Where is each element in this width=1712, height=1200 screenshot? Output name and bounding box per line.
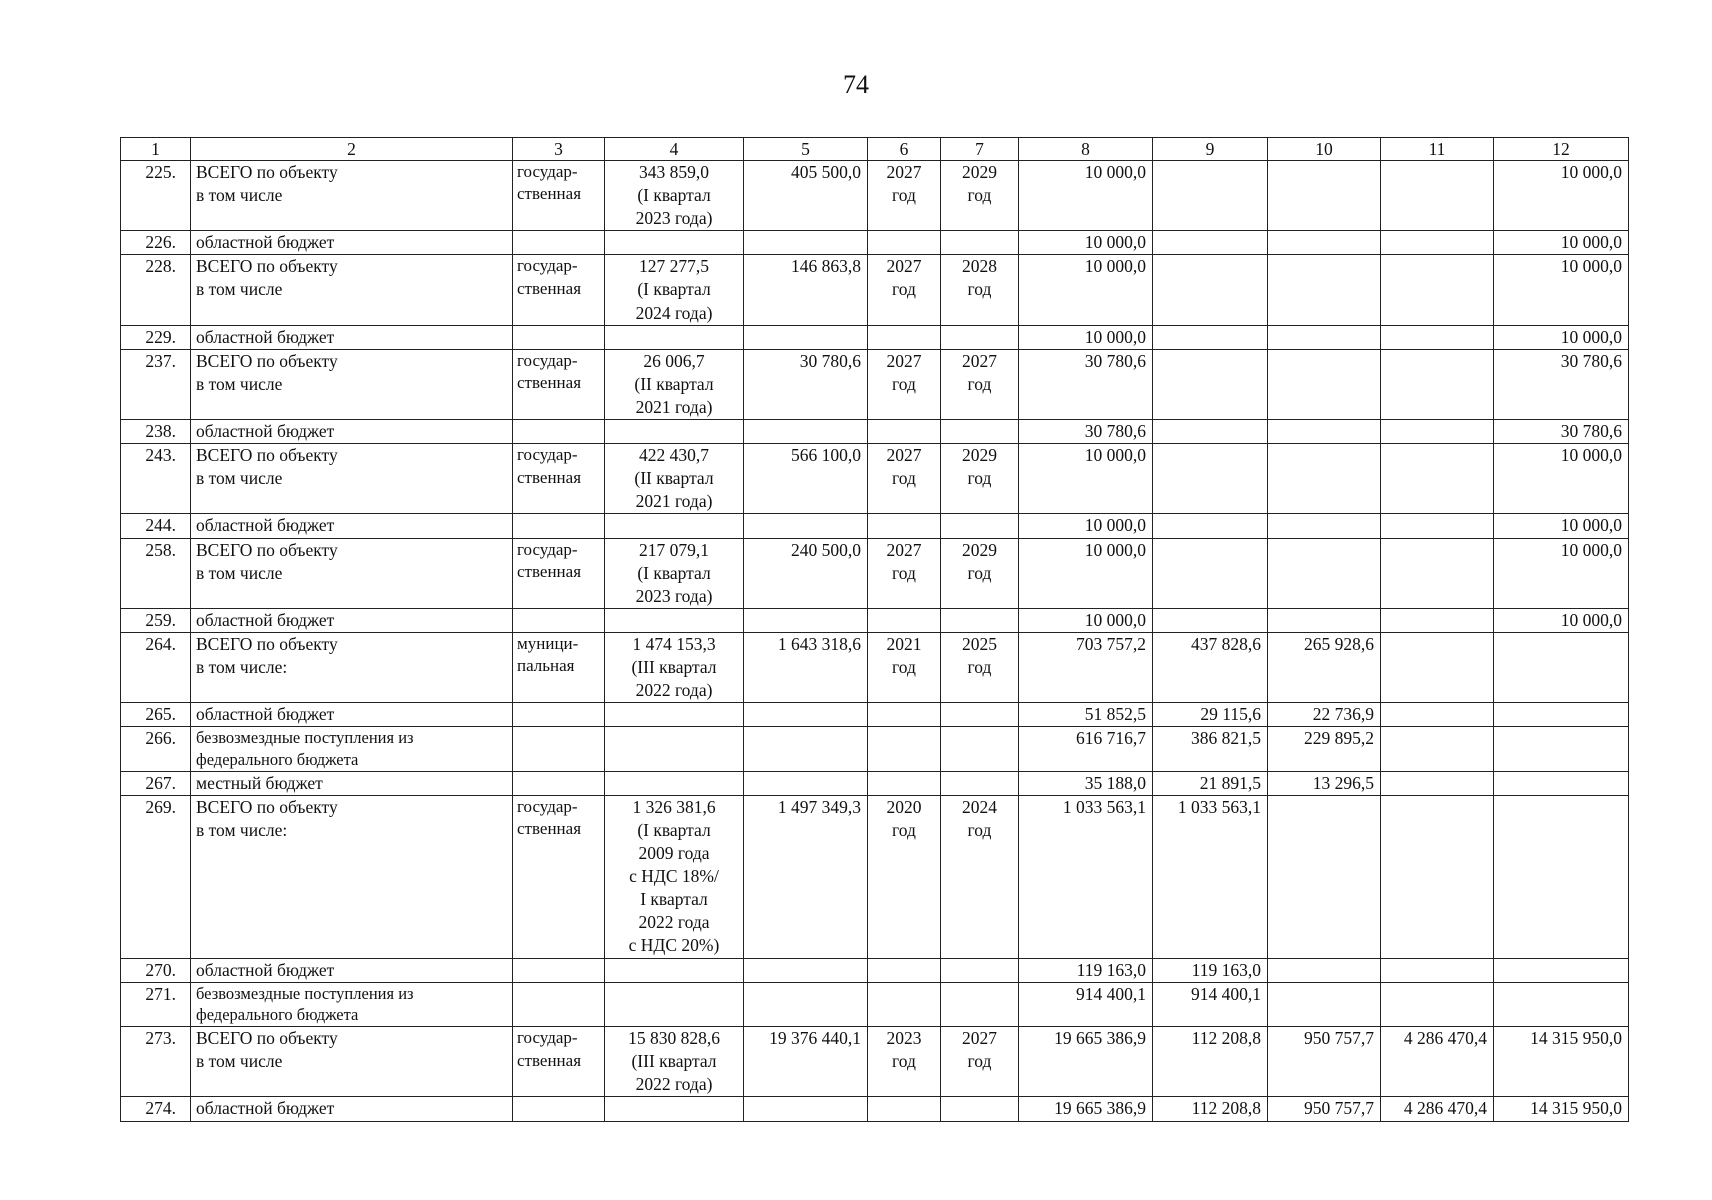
start-year-cell: 2027 год [868, 161, 941, 231]
amount-col12-cell: 10 000,0 [1494, 255, 1629, 325]
end-year-cell: 2025 год [941, 632, 1019, 702]
cost-cell [605, 703, 744, 727]
end-year-cell [941, 608, 1019, 632]
row-number-cell: 229. [121, 325, 191, 349]
amount-col12-cell: 10 000,0 [1494, 325, 1629, 349]
amount-col11-cell [1381, 958, 1494, 982]
amount-col12-cell [1494, 771, 1629, 795]
start-year-cell [868, 727, 941, 772]
table-row [121, 1027, 1629, 1097]
amount-col8-cell: 19 665 386,9 [1019, 1027, 1153, 1097]
amount-col10-cell [1268, 255, 1381, 325]
cost-cell [605, 420, 744, 444]
start-year-cell [868, 514, 941, 538]
amount-col9-cell [1153, 444, 1268, 514]
cost-cell: 15 830 828,6 (III квартал 2022 года) [605, 1027, 744, 1097]
start-year-cell: 2027 год [868, 538, 941, 608]
column-number-row [121, 138, 1629, 161]
start-year-cell [868, 420, 941, 444]
row-number-cell: 269. [121, 795, 191, 958]
amount-col10-cell [1268, 420, 1381, 444]
budget-table [120, 137, 1629, 1122]
amount-col10-cell [1268, 231, 1381, 255]
row-number-cell: 226. [121, 231, 191, 255]
amount-col12-cell: 10 000,0 [1494, 608, 1629, 632]
amount-col10-cell [1268, 349, 1381, 419]
row-number-cell: 259. [121, 608, 191, 632]
end-year-cell [941, 982, 1019, 1027]
table-row [121, 325, 1629, 349]
ownership-cell [513, 231, 605, 255]
ownership-cell [513, 1097, 605, 1121]
column-header: 2 [191, 138, 513, 161]
amount-col12-cell: 30 780,6 [1494, 349, 1629, 419]
amount-col9-cell: 21 891,5 [1153, 771, 1268, 795]
amount-col11-cell [1381, 982, 1494, 1027]
end-year-cell: 2029 год [941, 444, 1019, 514]
amount-col10-cell [1268, 325, 1381, 349]
table-row [121, 1097, 1629, 1121]
end-year-cell [941, 420, 1019, 444]
amount-col11-cell [1381, 349, 1494, 419]
column-header: 1 [121, 138, 191, 161]
row-number-cell: 266. [121, 727, 191, 772]
amount-col9-cell: 112 208,8 [1153, 1097, 1268, 1121]
table-row [121, 727, 1629, 772]
item-name-cell: областной бюджет [191, 1097, 513, 1121]
item-name-cell: областной бюджет [191, 958, 513, 982]
estimated-cost-cell: 146 863,8 [744, 255, 868, 325]
amount-col10-cell [1268, 982, 1381, 1027]
page-number: 74 [843, 70, 869, 99]
start-year-cell: 2021 год [868, 632, 941, 702]
estimated-cost-cell [744, 958, 868, 982]
amount-col9-cell [1153, 420, 1268, 444]
table-row [121, 608, 1629, 632]
start-year-cell [868, 1097, 941, 1121]
item-name-cell: областной бюджет [191, 231, 513, 255]
table-row [121, 514, 1629, 538]
estimated-cost-cell [744, 982, 868, 1027]
estimated-cost-cell: 19 376 440,1 [744, 1027, 868, 1097]
estimated-cost-cell: 1 643 318,6 [744, 632, 868, 702]
estimated-cost-cell [744, 325, 868, 349]
cost-cell [605, 771, 744, 795]
amount-col9-cell [1153, 231, 1268, 255]
start-year-cell: 2027 год [868, 349, 941, 419]
item-name-cell: безвозмездные поступления из федерального бюджета [191, 727, 513, 772]
amount-col10-cell [1268, 514, 1381, 538]
start-year-cell [868, 325, 941, 349]
row-number-cell: 237. [121, 349, 191, 419]
cost-cell: 127 277,5 (I квартал 2024 года) [605, 255, 744, 325]
amount-col12-cell: 14 315 950,0 [1494, 1027, 1629, 1097]
amount-col9-cell: 437 828,6 [1153, 632, 1268, 702]
amount-col12-cell: 10 000,0 [1494, 514, 1629, 538]
amount-col9-cell: 29 115,6 [1153, 703, 1268, 727]
column-header: 11 [1381, 138, 1494, 161]
end-year-cell [941, 325, 1019, 349]
amount-col10-cell: 22 736,9 [1268, 703, 1381, 727]
amount-col8-cell: 703 757,2 [1019, 632, 1153, 702]
amount-col12-cell [1494, 795, 1629, 958]
table-row [121, 538, 1629, 608]
item-name-cell: ВСЕГО по объекту в том числе: [191, 632, 513, 702]
amount-col9-cell: 386 821,5 [1153, 727, 1268, 772]
ownership-cell: государ- ственная [513, 255, 605, 325]
cost-cell: 1 326 381,6 (I квартал 2009 года с НДС 18%/ I квартал 2022 года с НДС 20%) [605, 795, 744, 958]
column-header: 9 [1153, 138, 1268, 161]
estimated-cost-cell: 566 100,0 [744, 444, 868, 514]
amount-col8-cell: 35 188,0 [1019, 771, 1153, 795]
item-name-cell: ВСЕГО по объекту в том числе [191, 161, 513, 231]
amount-col12-cell: 30 780,6 [1494, 420, 1629, 444]
item-name-cell: областной бюджет [191, 608, 513, 632]
start-year-cell [868, 608, 941, 632]
ownership-cell [513, 608, 605, 632]
cost-cell [605, 514, 744, 538]
table-row [121, 349, 1629, 419]
start-year-cell [868, 771, 941, 795]
end-year-cell [941, 727, 1019, 772]
amount-col8-cell: 10 000,0 [1019, 325, 1153, 349]
amount-col12-cell [1494, 958, 1629, 982]
estimated-cost-cell [744, 771, 868, 795]
table-row [121, 771, 1629, 795]
amount-col10-cell: 950 757,7 [1268, 1027, 1381, 1097]
cost-cell: 343 859,0 (I квартал 2023 года) [605, 161, 744, 231]
start-year-cell: 2023 год [868, 1027, 941, 1097]
amount-col11-cell [1381, 514, 1494, 538]
ownership-cell [513, 771, 605, 795]
estimated-cost-cell [744, 608, 868, 632]
row-number-cell: 238. [121, 420, 191, 444]
table-row [121, 444, 1629, 514]
ownership-cell: государ- ственная [513, 444, 605, 514]
table-row [121, 958, 1629, 982]
table-row [121, 795, 1629, 958]
estimated-cost-cell: 30 780,6 [744, 349, 868, 419]
amount-col9-cell: 914 400,1 [1153, 982, 1268, 1027]
amount-col9-cell: 112 208,8 [1153, 1027, 1268, 1097]
end-year-cell [941, 231, 1019, 255]
column-header: 4 [605, 138, 744, 161]
end-year-cell: 2027 год [941, 349, 1019, 419]
amount-col10-cell: 950 757,7 [1268, 1097, 1381, 1121]
amount-col8-cell: 616 716,7 [1019, 727, 1153, 772]
ownership-cell [513, 420, 605, 444]
amount-col8-cell: 914 400,1 [1019, 982, 1153, 1027]
amount-col8-cell: 10 000,0 [1019, 538, 1153, 608]
amount-col9-cell [1153, 255, 1268, 325]
estimated-cost-cell [744, 1097, 868, 1121]
amount-col11-cell [1381, 420, 1494, 444]
amount-col9-cell [1153, 538, 1268, 608]
cost-cell [605, 727, 744, 772]
cost-cell [605, 608, 744, 632]
row-number-cell: 258. [121, 538, 191, 608]
amount-col9-cell [1153, 161, 1268, 231]
table-row [121, 703, 1629, 727]
row-number-cell: 264. [121, 632, 191, 702]
row-number-cell: 225. [121, 161, 191, 231]
start-year-cell: 2027 год [868, 255, 941, 325]
amount-col9-cell [1153, 349, 1268, 419]
row-number-cell: 267. [121, 771, 191, 795]
item-name-cell: местный бюджет [191, 771, 513, 795]
estimated-cost-cell [744, 420, 868, 444]
estimated-cost-cell: 240 500,0 [744, 538, 868, 608]
ownership-cell: муници- пальная [513, 632, 605, 702]
ownership-cell: государ- ственная [513, 795, 605, 958]
cost-cell: 422 430,7 (II квартал 2021 года) [605, 444, 744, 514]
end-year-cell [941, 958, 1019, 982]
ownership-cell: государ- ственная [513, 1027, 605, 1097]
amount-col10-cell [1268, 958, 1381, 982]
estimated-cost-cell [744, 703, 868, 727]
amount-col12-cell [1494, 982, 1629, 1027]
cost-cell [605, 231, 744, 255]
start-year-cell [868, 703, 941, 727]
amount-col11-cell [1381, 795, 1494, 958]
row-number-cell: 244. [121, 514, 191, 538]
amount-col12-cell [1494, 632, 1629, 702]
amount-col9-cell [1153, 608, 1268, 632]
amount-col11-cell [1381, 727, 1494, 772]
amount-col11-cell [1381, 444, 1494, 514]
column-header: 3 [513, 138, 605, 161]
amount-col10-cell [1268, 161, 1381, 231]
estimated-cost-cell: 405 500,0 [744, 161, 868, 231]
amount-col12-cell [1494, 703, 1629, 727]
end-year-cell: 2029 год [941, 538, 1019, 608]
end-year-cell: 2029 год [941, 161, 1019, 231]
row-number-cell: 271. [121, 982, 191, 1027]
ownership-cell: государ- ственная [513, 349, 605, 419]
amount-col8-cell: 10 000,0 [1019, 255, 1153, 325]
amount-col8-cell: 10 000,0 [1019, 514, 1153, 538]
cost-cell [605, 1097, 744, 1121]
amount-col8-cell: 1 033 563,1 [1019, 795, 1153, 958]
cost-cell [605, 982, 744, 1027]
item-name-cell: безвозмездные поступления из федерального бюджета [191, 982, 513, 1027]
amount-col8-cell: 10 000,0 [1019, 161, 1153, 231]
amount-col12-cell [1494, 727, 1629, 772]
row-number-cell: 273. [121, 1027, 191, 1097]
amount-col8-cell: 19 665 386,9 [1019, 1097, 1153, 1121]
estimated-cost-cell: 1 497 349,3 [744, 795, 868, 958]
item-name-cell: ВСЕГО по объекту в том числе: [191, 795, 513, 958]
amount-col11-cell [1381, 538, 1494, 608]
item-name-cell: ВСЕГО по объекту в том числе [191, 1027, 513, 1097]
amount-col9-cell: 1 033 563,1 [1153, 795, 1268, 958]
amount-col12-cell: 14 315 950,0 [1494, 1097, 1629, 1121]
cost-cell: 26 006,7 (II квартал 2021 года) [605, 349, 744, 419]
amount-col8-cell: 30 780,6 [1019, 349, 1153, 419]
amount-col8-cell: 10 000,0 [1019, 231, 1153, 255]
start-year-cell [868, 958, 941, 982]
table-row [121, 982, 1629, 1027]
item-name-cell: областной бюджет [191, 703, 513, 727]
amount-col11-cell [1381, 255, 1494, 325]
row-number-cell: 243. [121, 444, 191, 514]
amount-col8-cell: 119 163,0 [1019, 958, 1153, 982]
table-row [121, 231, 1629, 255]
amount-col12-cell: 10 000,0 [1494, 161, 1629, 231]
cost-cell: 217 079,1 (I квартал 2023 года) [605, 538, 744, 608]
amount-col10-cell [1268, 538, 1381, 608]
ownership-cell: государ- ственная [513, 161, 605, 231]
amount-col10-cell [1268, 444, 1381, 514]
row-number-cell: 270. [121, 958, 191, 982]
item-name-cell: ВСЕГО по объекту в том числе [191, 349, 513, 419]
amount-col11-cell [1381, 161, 1494, 231]
item-name-cell: областной бюджет [191, 420, 513, 444]
table-body [121, 161, 1629, 1122]
end-year-cell: 2028 год [941, 255, 1019, 325]
row-number-cell: 265. [121, 703, 191, 727]
ownership-cell [513, 703, 605, 727]
table-row [121, 632, 1629, 702]
start-year-cell: 2027 год [868, 444, 941, 514]
amount-col12-cell: 10 000,0 [1494, 444, 1629, 514]
amount-col9-cell: 119 163,0 [1153, 958, 1268, 982]
start-year-cell [868, 231, 941, 255]
amount-col12-cell: 10 000,0 [1494, 231, 1629, 255]
column-header: 12 [1494, 138, 1629, 161]
amount-col11-cell [1381, 771, 1494, 795]
end-year-cell [941, 1097, 1019, 1121]
amount-col8-cell: 10 000,0 [1019, 444, 1153, 514]
estimated-cost-cell [744, 727, 868, 772]
cost-cell [605, 958, 744, 982]
amount-col8-cell: 10 000,0 [1019, 608, 1153, 632]
estimated-cost-cell [744, 231, 868, 255]
table-row [121, 420, 1629, 444]
amount-col11-cell [1381, 608, 1494, 632]
column-header: 7 [941, 138, 1019, 161]
amount-col10-cell: 229 895,2 [1268, 727, 1381, 772]
column-header: 6 [868, 138, 941, 161]
amount-col10-cell: 265 928,6 [1268, 632, 1381, 702]
amount-col8-cell: 30 780,6 [1019, 420, 1153, 444]
cost-cell: 1 474 153,3 (III квартал 2022 года) [605, 632, 744, 702]
item-name-cell: областной бюджет [191, 325, 513, 349]
amount-col12-cell: 10 000,0 [1494, 538, 1629, 608]
amount-col11-cell [1381, 703, 1494, 727]
amount-col11-cell [1381, 231, 1494, 255]
amount-col11-cell: 4 286 470,4 [1381, 1027, 1494, 1097]
row-number-cell: 228. [121, 255, 191, 325]
ownership-cell [513, 325, 605, 349]
item-name-cell: областной бюджет [191, 514, 513, 538]
ownership-cell [513, 514, 605, 538]
ownership-cell [513, 982, 605, 1027]
cost-cell [605, 325, 744, 349]
amount-col9-cell [1153, 514, 1268, 538]
end-year-cell [941, 514, 1019, 538]
start-year-cell: 2020 год [868, 795, 941, 958]
amount-col11-cell [1381, 632, 1494, 702]
estimated-cost-cell [744, 514, 868, 538]
column-header: 5 [744, 138, 868, 161]
amount-col10-cell: 13 296,5 [1268, 771, 1381, 795]
amount-col9-cell [1153, 325, 1268, 349]
start-year-cell [868, 982, 941, 1027]
end-year-cell: 2027 год [941, 1027, 1019, 1097]
column-header: 8 [1019, 138, 1153, 161]
item-name-cell: ВСЕГО по объекту в том числе [191, 444, 513, 514]
item-name-cell: ВСЕГО по объекту в том числе [191, 538, 513, 608]
amount-col10-cell [1268, 795, 1381, 958]
end-year-cell [941, 771, 1019, 795]
item-name-cell: ВСЕГО по объекту в том числе [191, 255, 513, 325]
ownership-cell [513, 958, 605, 982]
table-row [121, 161, 1629, 231]
ownership-cell: государ- ственная [513, 538, 605, 608]
table-row [121, 255, 1629, 325]
amount-col11-cell: 4 286 470,4 [1381, 1097, 1494, 1121]
amount-col8-cell: 51 852,5 [1019, 703, 1153, 727]
end-year-cell: 2024 год [941, 795, 1019, 958]
row-number-cell: 274. [121, 1097, 191, 1121]
amount-col10-cell [1268, 608, 1381, 632]
end-year-cell [941, 703, 1019, 727]
column-header: 10 [1268, 138, 1381, 161]
ownership-cell [513, 727, 605, 772]
amount-col11-cell [1381, 325, 1494, 349]
